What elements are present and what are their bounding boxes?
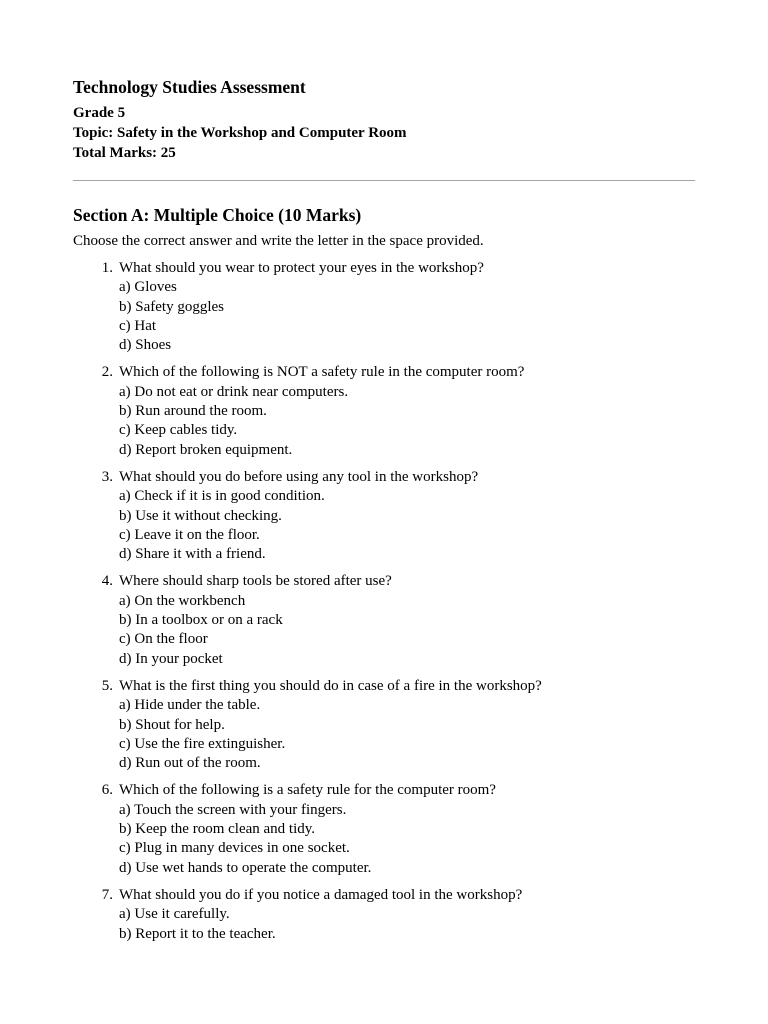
answer-option: c) Keep cables tidy. [119,422,238,439]
question-number: 2. [101,364,113,381]
answer-option: c) Use the fire extinguisher. [119,735,286,752]
question-body [119,781,695,877]
question-item [73,572,695,668]
answer-option: d) Use wet hands to operate the computer. [119,859,372,876]
question-body [119,259,695,355]
question-number: 1. [101,260,113,276]
answer-option: a) Gloves [119,279,177,296]
question-item [73,468,695,564]
question-text: Which of the following is a safety rule for the computer room? [119,782,496,799]
answer-option: b) Run around the room. [119,403,267,420]
answer-option: a) Touch the screen with your fingers. [119,801,347,818]
answer-option: a) Check if it is in good condition. [119,488,325,505]
question-list [73,259,695,944]
question-item [73,363,695,459]
answer-option: a) Hide under the table. [119,697,261,714]
document-title: Technology Studies Assessment [73,77,306,97]
answer-option: d) Run out of the room. [119,755,261,772]
question-text: What should you wear to protect your eyes in the workshop? [119,260,484,276]
answer-option: d) In your pocket [119,650,223,667]
grade-line: Grade 5 [73,105,126,121]
question-item [73,677,695,773]
question-number: 7. [101,886,113,903]
question-body [119,363,695,459]
question-item [73,259,695,355]
section-a [73,204,695,944]
answer-option: a) Use it carefully. [119,906,230,923]
question-text: Which of the following is NOT a safety rule in the computer room? [119,364,525,381]
answer-option: c) Leave it on the floor. [119,526,260,543]
question-number: 5. [101,677,113,694]
answer-option: b) Report it to the teacher. [119,925,276,942]
question-item [73,886,695,944]
section-title: Section A: Multiple Choice (10 Marks) [73,205,362,225]
total-marks-line: Total Marks: 25 [73,145,176,161]
topic-line: Topic: Safety in the Workshop and Computer Room [73,125,407,141]
answer-option: d) Report broken equipment. [119,441,293,458]
question-body [119,677,695,773]
answer-option: b) Safety goggles [119,298,224,315]
answer-option: b) Keep the room clean and tidy. [119,821,316,838]
question-body [119,886,695,944]
question-text: What should you do before using any tool in the workshop? [119,468,479,485]
answer-option: c) Hat [119,317,157,334]
answer-option: b) In a toolbox or on a rack [119,612,283,629]
answer-option: d) Shoes [119,337,172,354]
answer-option: b) Use it without checking. [119,507,282,524]
document-header [73,76,695,163]
answer-option: a) Do not eat or drink near computers. [119,383,349,400]
horizontal-divider [73,180,695,181]
section-instructions: Choose the correct answer and write the letter in the space provided. [73,233,484,249]
question-number: 6. [101,782,113,799]
question-body [119,572,695,668]
answer-option: d) Share it with a friend. [119,546,266,563]
question-body [119,468,695,564]
question-text: What is the first thing you should do in case of a fire in the workshop? [119,677,542,694]
question-item [73,781,695,877]
question-text: What should you do if you notice a damaged tool in the workshop? [119,886,523,903]
answer-option: c) On the floor [119,631,208,648]
answer-option: b) Shout for help. [119,716,225,733]
question-number: 4. [101,573,113,590]
answer-option: c) Plug in many devices in one socket. [119,840,350,857]
question-text: Where should sharp tools be stored after use? [119,573,392,590]
answer-option: a) On the workbench [119,592,246,609]
question-number: 3. [101,468,113,485]
